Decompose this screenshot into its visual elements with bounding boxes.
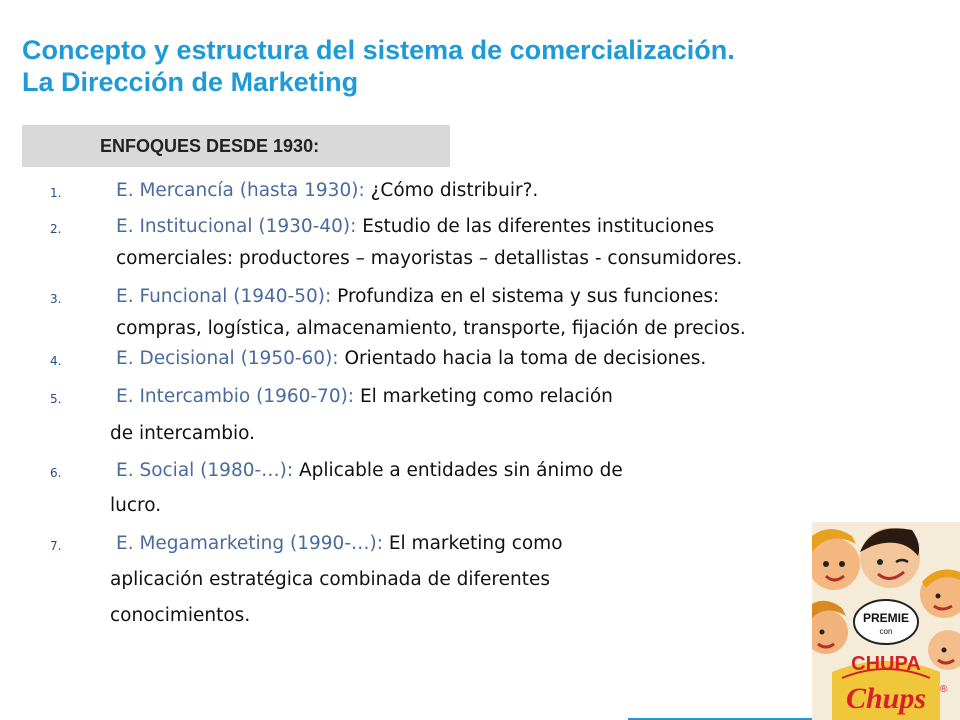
item-line-2: de intercambio. <box>110 423 255 444</box>
item-line-1 <box>116 460 623 481</box>
slide-title <box>22 34 735 98</box>
slide-title-line-2: La Dirección de Marketing <box>22 67 359 97</box>
poster-illustration <box>812 522 960 720</box>
item-line-3: conocimientos. <box>110 605 251 626</box>
item-label: E. Decisional (1950-60): <box>116 348 339 369</box>
item-line-2: compras, logística, almacenamiento, transporte, fijación de precios. <box>116 318 746 339</box>
section-header <box>22 125 450 167</box>
item-text: Orientado hacia la toma de decisiones. <box>344 348 707 369</box>
item-line-2: lucro. <box>110 495 162 516</box>
premie-badge <box>854 600 918 644</box>
item-text: Profundiza en el sistema y sus funciones: <box>337 286 720 307</box>
item-number: 7. <box>50 539 62 553</box>
slide-title-line-1: Concepto y estructura del sistema de comercialización. <box>22 35 735 65</box>
item-text: Aplicable a entidades sin ánimo de <box>299 460 623 481</box>
item-line-1 <box>116 533 563 554</box>
registered-mark: ® <box>940 684 948 695</box>
item-line-2: comerciales: productores – mayoristas – detallistas - consumidores. <box>116 248 743 269</box>
section-header-label: ENFOQUES DESDE 1930: <box>100 136 320 156</box>
item-text: Estudio de las diferentes instituciones <box>362 216 715 237</box>
item-label: E. Institucional (1930-40): <box>116 216 357 237</box>
item-line-1 <box>116 348 706 369</box>
item-line-1 <box>116 180 538 201</box>
premie-badge-subtext: con <box>879 627 893 636</box>
item-line-1 <box>116 216 714 237</box>
item-line-1 <box>116 386 613 407</box>
logo-chupa-text: CHUPA <box>851 653 921 675</box>
item-text: ¿Cómo distribuir?. <box>370 180 539 201</box>
item-number: 4. <box>50 354 62 368</box>
premie-badge-text: PREMIE <box>862 611 910 625</box>
item-number: 1. <box>50 186 62 200</box>
item-line-2: aplicación estratégica combinada de diferentes <box>110 569 551 590</box>
item-number: 2. <box>50 222 62 236</box>
kid-face-left-icon <box>812 529 860 590</box>
chupa-chups-poster <box>812 522 960 720</box>
kid-face-center-icon <box>860 528 920 588</box>
item-label: E. Megamarketing (1990-…): <box>116 533 383 554</box>
item-text: El marketing como <box>388 533 563 554</box>
item-number: 5. <box>50 392 62 406</box>
item-label: E. Funcional (1940-50): <box>116 286 332 307</box>
item-number: 3. <box>50 292 62 306</box>
logo-chups-text: Chups <box>845 682 927 715</box>
item-label: E. Intercambio (1960-70): <box>116 386 355 407</box>
item-line-1 <box>116 286 719 307</box>
item-number: 6. <box>50 466 62 480</box>
item-text: El marketing como relación <box>359 386 613 407</box>
item-label: E. Social (1980-…): <box>116 460 294 481</box>
item-label: E. Mercancía (hasta 1930): <box>116 180 365 201</box>
